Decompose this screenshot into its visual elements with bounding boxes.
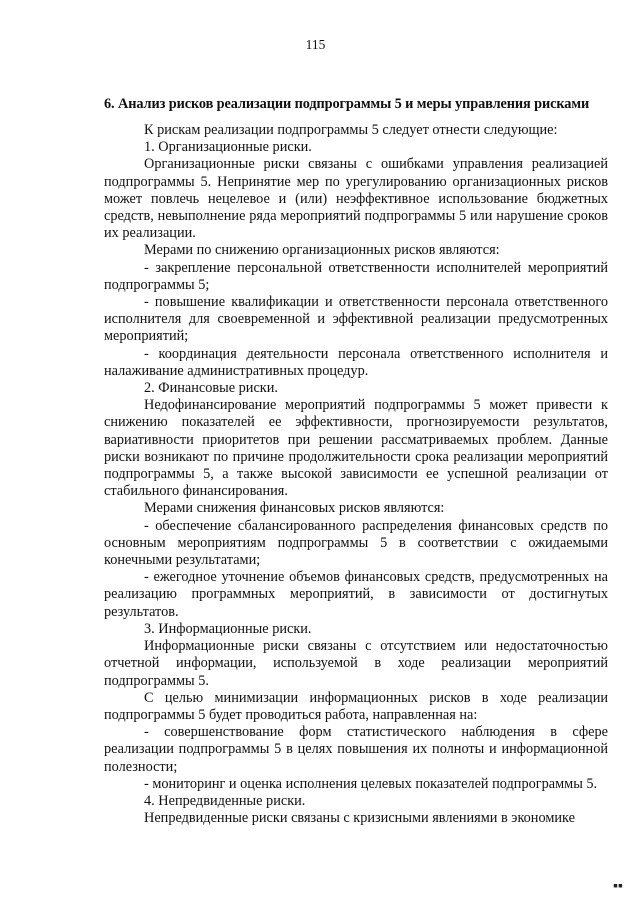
paragraph: - мониторинг и оценка исполнения целевых показателей подпрограммы 5. <box>144 775 598 792</box>
section-heading: 6. Анализ рисков реализации подпрограммы 5 и меры управления рисками <box>104 96 590 112</box>
paragraph: - закрепление персональной ответственности исполнителей мероприятий подпрограммы 5; <box>104 259 608 293</box>
paragraph: Мерами снижения финансовых рисков являются: <box>144 500 445 517</box>
paragraph: - обеспечение сбалансированного распределения финансовых средств по основным мероприятиям подпрограммы 5 в соответствии с ожидаемыми конечными результатами; <box>104 517 608 569</box>
body-text <box>104 122 608 827</box>
paragraph: - повышение квалификации и ответственности персонала ответственного исполнителя для своевременной и эффективной реализации предусмотренных мероприятий; <box>104 294 608 345</box>
paragraph: 2. Финансовые риски. <box>144 380 278 397</box>
paragraph: С целью минимизации информационных рисков в ходе реализации подпрограммы 5 будет проводиться работа, направленная на: <box>104 689 608 723</box>
paragraph: Информационные риски связаны с отсутствием или недостаточностью отчетной информации, используемой в ходе реализации мероприятий подпрограммы 5. <box>104 638 608 689</box>
paragraph: - координация деятельности персонала ответственного исполнителя и налаживание административных процедур. <box>104 345 608 379</box>
paragraph: 1. Организационные риски. <box>144 139 312 156</box>
paragraph: - ежегодное уточнение объемов финансовых средств, предусмотренных на реализацию программных мероприятий, в зависимости от достигнутых результатов. <box>104 569 608 620</box>
paragraph: Непредвиденные риски связаны с кризисными явлениями в экономике <box>144 810 575 827</box>
paragraph: Мерами по снижению организационных рисков являются: <box>144 242 500 259</box>
scan-mark: ▪▪ <box>613 879 623 894</box>
paragraph: - совершенствование форм статистического наблюдения в сфере реализации подпрограммы 5 в целях повышения их полноты и информационной полезности; <box>104 724 608 775</box>
paragraph: Организационные риски связаны с ошибками управления реализацией подпрограммы 5. Непринятие мер по урегулированию организационных рисков может повлечь нецелевое и (или) неэффективное использование бюджетных средств, невыполнение ряда мероприятий подпрограммы 5 или нарушение сроков их реализации. <box>104 156 608 242</box>
paragraph: К рискам реализации подпрограммы 5 следует отнести следующие: <box>144 122 558 138</box>
page-number: 115 <box>305 37 326 52</box>
paragraph: 3. Информационные риски. <box>144 620 312 637</box>
paragraph: Недофинансирование мероприятий подпрограммы 5 может привести к снижению показателей ее эффективности, прогнозируемости результатов, вариативности приоритетов при решении рассматриваемых проблем. Данные риски возникают по причине продолжительности срока реализации мероприятий подпрограммы 5, а также высокой зависимости ее успешной реализации от стабильного финансирования. <box>104 397 608 500</box>
paragraph: 4. Непредвиденные риски. <box>144 792 306 809</box>
